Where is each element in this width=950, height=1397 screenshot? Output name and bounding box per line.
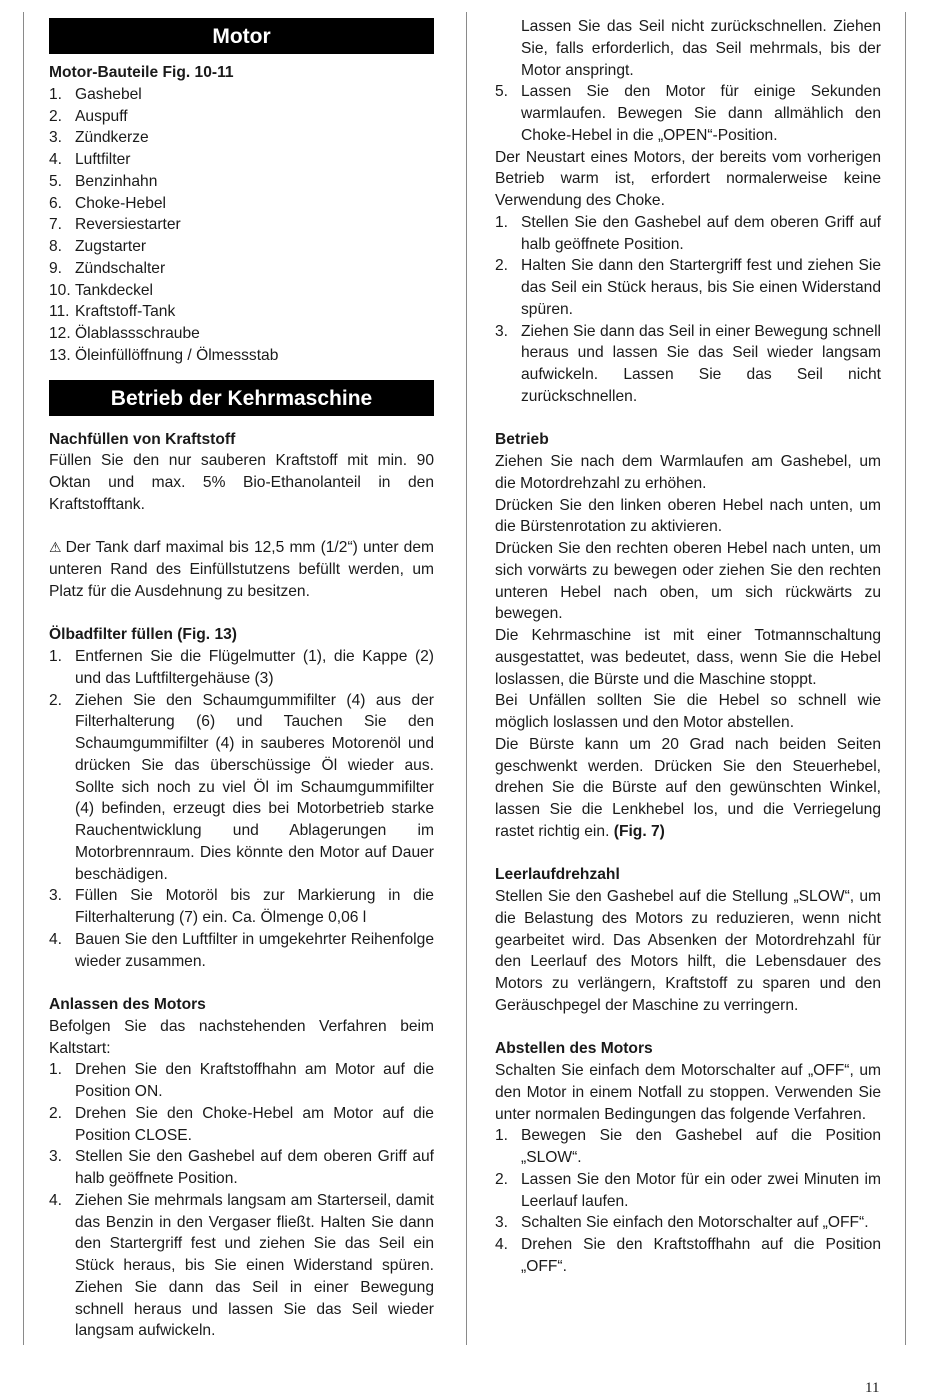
list-item: 13. Öleinfüllöffnung / Ölmessstab [49,346,279,364]
list-item: 4. Luftfilter [49,151,131,168]
start-intro: Befolgen Sie das nachstehenden Verfahren beim Kaltstart: [49,1017,434,1057]
operation-heading: Betrieb [495,431,549,449]
list-item: 3. Schalten Sie einfach den Motorschalter auf „OFF“. [495,1214,869,1232]
page-number: 11 [865,1380,880,1396]
list-item: 2. Ziehen Sie den Schaumgummifilter (4) aus der Filterhalterung (6) und Tauchen Sie den Schaumgummifilter (4) in sauberes Motorenöl und drücken Sie das überschüssige Öl wieder aus. Sollte sich noch zu viel Öl im Schaumgummifilter (4) befinden, erzeugt dies bei Motorbetrieb starke Rauchentwicklung und Ablagerungen im Motorbrennraum. Dies könnte den Motor auf Dauer beschädigen. [49,691,434,883]
stop-engine-steps [495,1125,881,1277]
list-item: 2. Lassen Sie den Motor für ein oder zwei Minuten im Leerlauf laufen. [495,1170,881,1210]
list-item: 1. Gashebel [49,85,142,103]
list-item: 1. Stellen Sie den Gashebel auf dem oberen Griff auf halb geöffnete Position. [495,213,881,253]
list-item: 2. Halten Sie dann den Startergriff fest und ziehen Sie das Seil ein Stück heraus, bis Sie einen Widerstand spüren. [495,257,881,318]
restart-steps [495,212,881,408]
column-divider-rule [466,12,467,1345]
list-item: 3. Füllen Sie Motoröl bis zur Markierung in die Filterhalterung (7) ein. Ca. Ölmenge 0,06 l [49,887,434,926]
list-item: 5. Benzinhahn [49,172,158,190]
list-item: 2. Auspuff [49,107,128,125]
list-item: 5. Lassen Sie den Motor für einige Sekunden warmlaufen. Bewegen Sie dann allmählich den Choke-Hebel in die „OPEN“-Position. [495,83,881,144]
operation-paragraph: Ziehen Sie nach dem Warmlaufen am Gashebel, um die Motordrehzahl zu erhöhen. [495,453,881,492]
list-item: 3. Zündkerze [49,129,149,147]
idle-paragraph: Stellen Sie den Gashebel auf die Stellung „SLOW“, um die Belastung des Motors zu reduzieren, wenn nicht gearbeitet wird. Das Absenken der Motordrehzahl für den Leerlauf des Motors hilft, die Lebensdauer des Motors zu verlängern, Kraftstoff zu sparen und den Geräuschpegel der Maschine zu verringern. [495,888,881,1014]
start-engine-steps [49,1059,434,1342]
start-engine-heading: Anlassen des Motors [49,996,206,1013]
start-engine-steps-continued [495,16,881,147]
list-item: 10. Tankdeckel [49,281,154,299]
left-margin-rule [23,12,24,1345]
stop-engine-heading: Abstellen des Motors [495,1040,653,1058]
operation-paragraph: Bei Unfällen sollten Sie die Hebel so schnell wie möglich loslassen und den Motor abstellen. [495,692,881,731]
list-item: 4. Ziehen Sie mehrmals langsam am Starterseil, damit das Benzin in den Vergaser fließt. Halten Sie dann den Startergriff fest und ziehen Sie das Seil ein Stück heraus, bis Sie einen Widerstand spüren. Ziehen Sie dann das Seil in einer Bewegung schnell heraus und lassen Sie das Seil wieder langsam aufwickeln. [49,1191,434,1340]
list-item: 1. Drehen Sie den Kraftstoffhahn am Motor auf die Position ON. [49,1061,434,1100]
list-item: 9. Zündschalter [49,259,166,277]
warning-triangle-icon: ⚠ [49,539,62,556]
list-item: 8. Zugstarter [49,238,147,255]
list-item: 6. Choke-Hebel [49,194,167,212]
oil-filter-steps [49,646,434,972]
operation-paragraph: Die Kehrmaschine ist mit einer Totmannschaltung ausgestattet, was bedeutet, dass, wenn Sie die Hebel loslassen, die Bürste und die Maschine stoppt. [495,627,881,688]
list-item: 3. Ziehen Sie dann das Seil in einer Bewegung schnell heraus und lassen Sie das Seil wieder langsam aufwickeln. Lassen Sie das Seil nicht zurückschnellen. [495,322,881,405]
left-column [49,16,434,1342]
section-banner-betrieb: Betrieb der Kehrmaschine [49,380,434,416]
section-banner-motor: Motor [49,18,434,54]
list-item: 2. Drehen Sie den Choke-Hebel am Motor auf die Position CLOSE. [49,1104,434,1144]
right-margin-rule [905,12,906,1345]
warning-paragraph: ⚠ Der Tank darf maximal bis 12,5 mm (1/2“) unter dem unteren Rand des Einfüllstutzens befüllt werden, um Platz für die Ausdehnung zu besitzen. [49,539,434,600]
parts-list [49,84,434,367]
list-item-continuation: Lassen Sie das Seil nicht zurückschnellen. Ziehen Sie, falls erforderlich, das Seil mehrmals, bis der Motor anspringt. [521,18,881,79]
figure-reference: (Fig. 7) [613,822,665,840]
list-item: 1. Entfernen Sie die Flügelmutter (1), die Kappe (2) und das Luftfiltergehäuse (3) [49,648,434,687]
list-item: 4. Drehen Sie den Kraftstoffhahn auf die Position „OFF“. [495,1236,881,1275]
operation-paragraph: Die Bürste kann um 20 Grad nach beiden Seiten geschwenkt werden. Drücken Sie den Steuerhebel, drehen Sie die Bürste auf den gewünschten Winkel, lassen Sie die Lenkhebel los, und die Verriegelung rastet richtig ein. (Fig. 7) [495,735,881,840]
fuel-heading: Nachfüllen von Kraftstoff [49,430,236,448]
list-item: 12. Ölablassschraube [49,325,200,342]
fuel-paragraph: Füllen Sie den nur sauberen Kraftstoff mit min. 90 Oktan und max. 5% Bio-Ethanolanteil in den Kraftstofftank. [49,452,434,513]
operation-paragraph: Drücken Sie den linken oberen Hebel nach unten, um die Bürstenrotation zu aktivieren. [495,496,881,536]
restart-paragraph: Der Neustart eines Motors, der bereits vom vorherigen Betrieb warm ist, erfordert normalerweise keine Verwendung des Choke. [495,148,881,209]
list-item: 7. Reversiestarter [49,216,181,234]
stop-paragraph: Schalten Sie einfach dem Motorschalter auf „OFF“, um den Motor in einem Notfall zu stoppen. Verwenden Sie unter normalen Bedingungen das folgende Verfahren. [495,1062,881,1123]
operation-paragraph: Drücken Sie den rechten oberen Hebel nach unten, um sich vorwärts zu bewegen oder ziehen Sie den rechten unteren Hebel nach oben, um sich rückwärts zu bewegen. [495,540,881,623]
list-item: 1. Bewegen Sie den Gashebel auf die Position „SLOW“. [495,1127,881,1166]
parts-heading: Motor-Bauteile Fig. 10-11 [49,64,234,81]
list-item: 3. Stellen Sie den Gashebel auf dem oberen Griff auf halb geöffnete Position. [49,1148,434,1187]
oil-filter-heading: Ölbadfilter füllen (Fig. 13) [49,626,238,644]
list-item: 11. Kraftstoff-Tank [49,303,176,321]
right-column [495,16,881,1278]
list-item: 4. Bauen Sie den Luftfilter in umgekehrter Reihenfolge wieder zusammen. [49,930,434,970]
idle-heading: Leerlaufdrehzahl [495,866,620,884]
